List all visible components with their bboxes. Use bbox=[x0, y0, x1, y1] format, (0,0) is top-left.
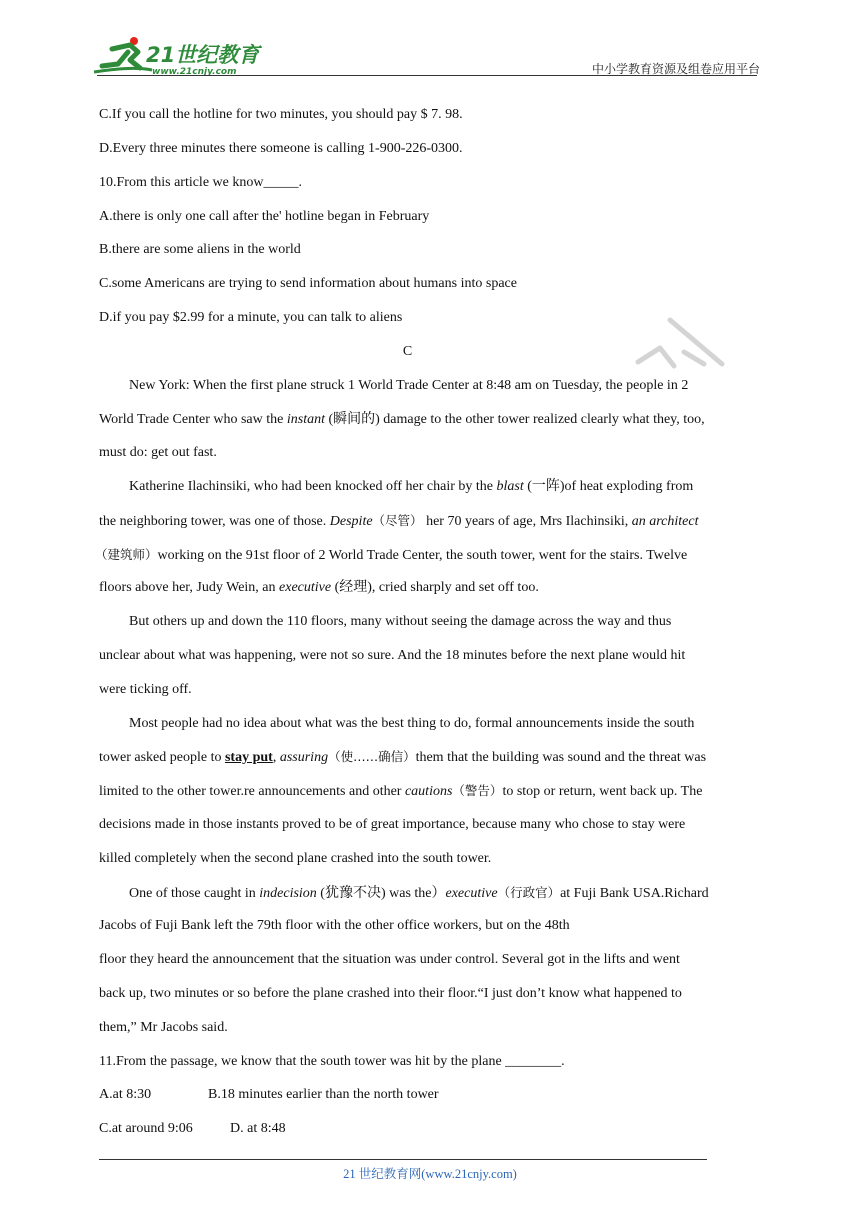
passage-line: New York: When the first plane struck 1 World Trade Center at 8:48 am on Tuesday, the people in 2 bbox=[129, 378, 689, 393]
footer-link[interactable]: 21 世纪教育网(www.21cnjy.com) bbox=[343, 1167, 517, 1181]
q10-option-a: A.there is only one call after the' hotline began in February bbox=[99, 209, 430, 224]
q9-option-d: D.Every three minutes there someone is calling 1-900-226-0300. bbox=[99, 141, 463, 156]
q10-option-c: C.some Americans are trying to send information about humans into space bbox=[99, 276, 517, 291]
q10-stem: 10.From this article we know_____. bbox=[99, 175, 302, 190]
vocab-term: indecision bbox=[259, 886, 317, 901]
vocab-term: instant bbox=[286, 412, 325, 427]
passage-line: （建筑师）working on the 91st floor of 2 World Trade Center, the south tower, went for the stairs. Twelve bbox=[95, 547, 688, 563]
q11-stem: 11.From the passage, we know that the south tower was hit by the plane ________. bbox=[99, 1054, 565, 1069]
passage-line: floor they heard the announcement that the situation was under control. Several got in the lifts and went bbox=[99, 952, 680, 967]
section-heading: C bbox=[402, 344, 413, 359]
passage-line: the neighboring tower, was one of those. Despite（尽管） her 70 years of age, Mrs Ilachinsiki, an architect bbox=[99, 513, 699, 529]
q11-option-b: B.18 minutes earlier than the north tower bbox=[208, 1087, 439, 1102]
site-logo bbox=[92, 36, 262, 78]
key-phrase: stay put bbox=[224, 750, 273, 765]
vocab-term: blast bbox=[496, 479, 524, 494]
runner-icon bbox=[94, 37, 152, 72]
passage-line: Jacobs of Fuji Bank left the 79th floor with the other office workers, but on the 48th bbox=[99, 918, 570, 933]
q9-option-c: C.If you call the hotline for two minutes, you should pay $ 7. 98. bbox=[99, 107, 463, 122]
passage-line: But others up and down the 110 floors, many without seeing the damage across the way and thus bbox=[129, 614, 672, 629]
vocab-term: executive bbox=[445, 886, 498, 901]
passage-line: tower asked people to stay put, assuring（使……确信）them that the building was sound and the threat was bbox=[99, 749, 707, 765]
vocab-term: executive bbox=[279, 580, 332, 595]
passage-line: decisions made in those instants proved to be of great importance, because many who chose to stay were bbox=[99, 817, 686, 832]
passage-line: unclear about what was happening, were not so sure. And the 18 minutes before the next plane would hit bbox=[99, 648, 686, 663]
q10-option-b: B.there are some aliens in the world bbox=[99, 242, 301, 257]
header-platform-name: 中小学教育资源及组卷应用平台 bbox=[591, 62, 760, 76]
passage-line: Most people had no idea about what was the best thing to do, formal announcements inside the south bbox=[129, 716, 695, 731]
q11-option-a: A.at 8:30 bbox=[99, 1087, 152, 1102]
passage-line: Katherine Ilachinsiki, who had been knocked off her chair by the blast (一阵)of heat exploding from bbox=[129, 479, 694, 494]
passage-line: killed completely when the second plane crashed into the south tower. bbox=[99, 851, 492, 866]
passage-line: back up, two minutes or so before the plane crashed into their floor.“I just don’t know what happened to bbox=[99, 986, 682, 1001]
header-divider bbox=[97, 75, 757, 76]
passage-line: floors above her, Judy Wein, an executive (经理), cried sharply and set off too. bbox=[99, 580, 539, 595]
vocab-term: an architect bbox=[631, 514, 699, 529]
passage-line: One of those caught in indecision (犹豫不决) was the）executive（行政官）at Fuji Bank USA.Richard bbox=[129, 885, 709, 901]
vocab-term: assuring bbox=[279, 750, 329, 765]
q11-option-c: C.at around 9:06 bbox=[99, 1121, 193, 1136]
passage-line: were ticking off. bbox=[99, 682, 192, 697]
q11-option-d: D. at 8:48 bbox=[230, 1121, 286, 1136]
passage-line: World Trade Center who saw the instant (瞬间的) damage to the other tower realized clearly what they, too, bbox=[99, 412, 705, 427]
passage-line: must do: get out fast. bbox=[99, 445, 217, 460]
logo-title: 21世纪教育 bbox=[146, 43, 260, 67]
vocab-term: cautions bbox=[404, 784, 453, 799]
passage-line: them,” Mr Jacobs said. bbox=[99, 1020, 228, 1035]
q10-option-d: D.if you pay $2.99 for a minute, you can talk to aliens bbox=[99, 310, 403, 325]
passage-line: limited to the other tower.re announcements and other cautions（警告）to stop or return, went back up. The bbox=[99, 783, 703, 799]
vocab-term: Despite bbox=[329, 514, 373, 529]
logo-url: www.21cnjy.com bbox=[152, 67, 237, 77]
footer-divider bbox=[99, 1159, 707, 1160]
